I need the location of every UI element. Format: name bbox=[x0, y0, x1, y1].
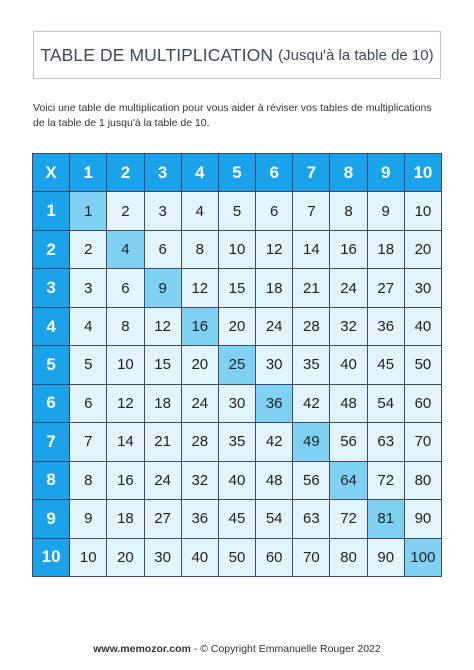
column-header: 9 bbox=[368, 154, 404, 191]
table-cell: 30 bbox=[219, 385, 255, 422]
table-cell: 18 bbox=[145, 385, 181, 422]
table-cell: 56 bbox=[293, 462, 329, 499]
row-header: 2 bbox=[33, 231, 69, 268]
diagonal-cell: 25 bbox=[219, 346, 255, 383]
table-cell: 20 bbox=[182, 346, 218, 383]
table-cell: 7 bbox=[70, 423, 106, 460]
table-cell: 45 bbox=[219, 500, 255, 537]
table-cell: 9 bbox=[70, 500, 106, 537]
diagonal-cell: 4 bbox=[107, 231, 143, 268]
table-cell: 8 bbox=[107, 308, 143, 345]
table-cell: 35 bbox=[219, 423, 255, 460]
table-cell: 36 bbox=[182, 500, 218, 537]
table-cell: 15 bbox=[145, 346, 181, 383]
column-header: 5 bbox=[219, 154, 255, 191]
table-cell: 5 bbox=[219, 192, 255, 229]
footer-copyright: - © Copyright Emmanuelle Rouger 2022 bbox=[190, 643, 381, 655]
diagonal-cell: 1 bbox=[70, 192, 106, 229]
table-cell: 14 bbox=[293, 231, 329, 268]
table-cell: 8 bbox=[330, 192, 366, 229]
row-header: 6 bbox=[33, 385, 69, 422]
table-cell: 50 bbox=[405, 346, 441, 383]
table-cell: 45 bbox=[368, 346, 404, 383]
table-cell: 6 bbox=[107, 269, 143, 306]
table-cell: 48 bbox=[256, 462, 292, 499]
row-header: 7 bbox=[33, 423, 69, 460]
table-cell: 12 bbox=[145, 308, 181, 345]
table-cell: 24 bbox=[256, 308, 292, 345]
title-box bbox=[33, 31, 441, 79]
table-cell: 2 bbox=[107, 192, 143, 229]
table-cell: 6 bbox=[145, 231, 181, 268]
table-cell: 90 bbox=[405, 500, 441, 537]
table-cell: 50 bbox=[219, 539, 255, 576]
table-cell: 12 bbox=[107, 385, 143, 422]
row-header: 3 bbox=[33, 269, 69, 306]
table-cell: 36 bbox=[368, 308, 404, 345]
table-cell: 24 bbox=[182, 385, 218, 422]
table-cell: 72 bbox=[330, 500, 366, 537]
diagonal-cell: 9 bbox=[145, 269, 181, 306]
table-cell: 90 bbox=[368, 539, 404, 576]
table-cell: 16 bbox=[330, 231, 366, 268]
table-cell: 48 bbox=[330, 385, 366, 422]
footer-site-link[interactable]: www.memozor.com bbox=[93, 643, 191, 655]
table-cell: 24 bbox=[330, 269, 366, 306]
diagonal-cell: 81 bbox=[368, 500, 404, 537]
table-cell: 7 bbox=[293, 192, 329, 229]
table-cell: 40 bbox=[405, 308, 441, 345]
table-cell: 42 bbox=[256, 423, 292, 460]
diagonal-cell: 64 bbox=[330, 462, 366, 499]
table-cell: 27 bbox=[368, 269, 404, 306]
table-cell: 21 bbox=[145, 423, 181, 460]
table-cell: 60 bbox=[256, 539, 292, 576]
table-cell: 30 bbox=[145, 539, 181, 576]
table-cell: 30 bbox=[256, 346, 292, 383]
table-cell: 18 bbox=[107, 500, 143, 537]
table-cell: 18 bbox=[368, 231, 404, 268]
intro-text: Voici une table de multiplication pour vous aider à réviser vos tables de multiplications de la table de 1 jusqu'à la table de 10. bbox=[33, 102, 432, 129]
column-header: 8 bbox=[330, 154, 366, 191]
table-cell: 14 bbox=[107, 423, 143, 460]
column-header: 1 bbox=[70, 154, 106, 191]
row-header: 8 bbox=[33, 462, 69, 499]
table-cell: 42 bbox=[293, 385, 329, 422]
table-cell: 20 bbox=[219, 308, 255, 345]
table-cell: 18 bbox=[256, 269, 292, 306]
table-cell: 32 bbox=[182, 462, 218, 499]
table-cell: 10 bbox=[219, 231, 255, 268]
table-cell: 35 bbox=[293, 346, 329, 383]
column-header: 10 bbox=[405, 154, 441, 191]
table-cell: 28 bbox=[182, 423, 218, 460]
table-cell: 12 bbox=[182, 269, 218, 306]
multiplication-table bbox=[32, 153, 442, 577]
table-cell: 12 bbox=[256, 231, 292, 268]
row-header: 1 bbox=[33, 192, 69, 229]
table-cell: 5 bbox=[70, 346, 106, 383]
diagonal-cell: 49 bbox=[293, 423, 329, 460]
table-cell: 20 bbox=[405, 231, 441, 268]
table-cell: 6 bbox=[70, 385, 106, 422]
table-cell: 10 bbox=[107, 346, 143, 383]
row-header: 10 bbox=[33, 539, 69, 576]
table-cell: 80 bbox=[330, 539, 366, 576]
table-cell: 2 bbox=[70, 231, 106, 268]
page-title: TABLE DE MULTIPLICATION bbox=[40, 44, 274, 65]
table-cell: 21 bbox=[293, 269, 329, 306]
table-cell: 9 bbox=[368, 192, 404, 229]
table-cell: 30 bbox=[405, 269, 441, 306]
row-header: 4 bbox=[33, 308, 69, 345]
table-cell: 56 bbox=[330, 423, 366, 460]
table-cell: 40 bbox=[219, 462, 255, 499]
table-cell: 8 bbox=[182, 231, 218, 268]
table-cell: 15 bbox=[219, 269, 255, 306]
table-cell: 80 bbox=[405, 462, 441, 499]
table-cell: 54 bbox=[368, 385, 404, 422]
footer bbox=[0, 643, 474, 655]
table-cell: 32 bbox=[330, 308, 366, 345]
table-cell: 4 bbox=[70, 308, 106, 345]
table-cell: 63 bbox=[293, 500, 329, 537]
table-cell: 70 bbox=[405, 423, 441, 460]
table-cell: 40 bbox=[182, 539, 218, 576]
diagonal-cell: 16 bbox=[182, 308, 218, 345]
row-header: 9 bbox=[33, 500, 69, 537]
table-cell: 72 bbox=[368, 462, 404, 499]
table-cell: 20 bbox=[107, 539, 143, 576]
table-cell: 3 bbox=[145, 192, 181, 229]
column-header: 6 bbox=[256, 154, 292, 191]
table-cell: 8 bbox=[70, 462, 106, 499]
table-cell: 3 bbox=[70, 269, 106, 306]
diagonal-cell: 36 bbox=[256, 385, 292, 422]
table-cell: 60 bbox=[405, 385, 441, 422]
table-cell: 10 bbox=[405, 192, 441, 229]
table-cell: 10 bbox=[70, 539, 106, 576]
row-header: 5 bbox=[33, 346, 69, 383]
table-cell: 40 bbox=[330, 346, 366, 383]
column-header: 4 bbox=[182, 154, 218, 191]
table-cell: 27 bbox=[145, 500, 181, 537]
table-cell: 6 bbox=[256, 192, 292, 229]
table-cell: 16 bbox=[107, 462, 143, 499]
column-header: 2 bbox=[107, 154, 143, 191]
table-cell: 63 bbox=[368, 423, 404, 460]
column-header: 7 bbox=[293, 154, 329, 191]
column-header: 3 bbox=[145, 154, 181, 191]
table-cell: 28 bbox=[293, 308, 329, 345]
diagonal-cell: 100 bbox=[405, 539, 441, 576]
page-subtitle: (Jusqu'à la table de 10) bbox=[278, 46, 434, 64]
table-cell: 24 bbox=[145, 462, 181, 499]
table-cell: 54 bbox=[256, 500, 292, 537]
table-cell: 70 bbox=[293, 539, 329, 576]
table-cell: 4 bbox=[182, 192, 218, 229]
corner-header: X bbox=[33, 154, 69, 191]
